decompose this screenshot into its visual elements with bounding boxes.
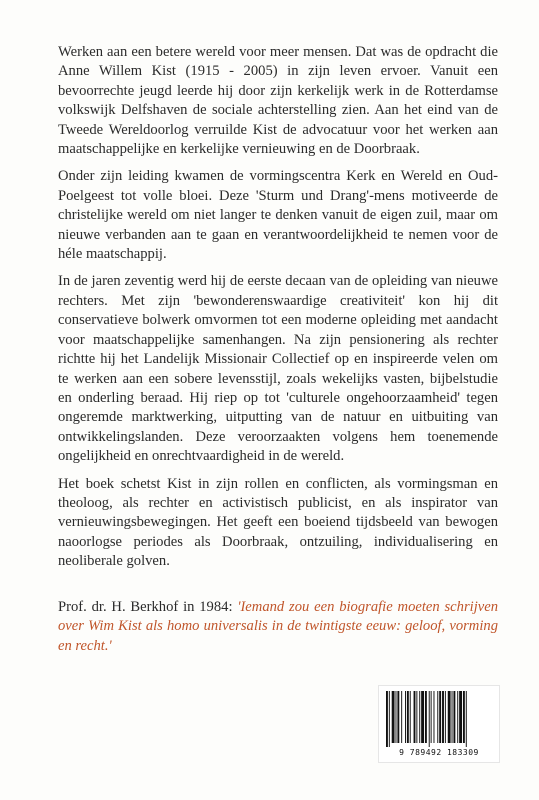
barcode-bar <box>392 691 395 743</box>
quote-text: 'Iemand zou een biografie moeten schrijven over Wim Kist als homo universalis in de twintigste eeuw: geloof, vorming en recht.' <box>58 599 498 654</box>
barcode-bar <box>453 691 455 743</box>
barcode-bar <box>389 691 390 747</box>
quote-attribution: Prof. dr. H. Berkhof in 1984: <box>58 599 238 615</box>
barcode-bar <box>445 691 446 743</box>
barcode-bar <box>437 691 438 743</box>
barcode-bar <box>429 691 430 747</box>
barcode-bar <box>457 691 458 743</box>
paragraph-3: In de jaren zeventig werd hij de eerste decaan van de opleiding van nieuwe rechters. Met zijn 'bewonderenswaardige creativiteit' kon hij dit conservatieve bolwerk omvormen tot een moderne opleiding met aandacht voor maatschappelijke samenhangen. Na zijn pensionering als rechter richtte hij het Landelijk Missionair Collectief op en inspireerde velen om te werken aan een sobere levensstijl, zoals wekelijks vasten, bijbelstudie en onderling beraad. Hij riep op tot 'culturele ongehoorzaamheid' tegen ongeremde marktwerking, uitputting van de natuur en uitbuiting van ontwikkelingslanden. Deze veroorzaakten volgens hem toenemende ongelijkheid en onrechtvaardigheid in de wereld. <box>58 273 498 465</box>
barcode-bar <box>431 691 432 743</box>
barcode-bar <box>425 691 427 743</box>
barcode-bar <box>410 691 411 743</box>
barcode-bar <box>466 691 467 747</box>
barcode-bars <box>385 691 493 747</box>
barcode-bar <box>396 691 397 743</box>
barcode-bar <box>401 691 402 743</box>
blurb-text <box>58 43 498 580</box>
barcode-bar <box>397 691 399 743</box>
barcode-bar <box>448 691 451 743</box>
barcode-bar <box>439 691 441 743</box>
barcode-bar <box>419 691 420 743</box>
barcode-bar <box>405 691 406 743</box>
paragraph-4: Het boek schetst Kist in zijn rollen en conflicten, als vormingsman en theoloog, als rechter en activistisch publicist, en als inspirator van vernieuwingsbewegingen. Het geeft een boeiend tijdsbeeld van bewogen naoorlogse periodes als Doorbraak, ontzuiling, individualisering en neoliberale golven. <box>58 475 498 570</box>
barcode-bar <box>459 691 462 743</box>
paragraph-1: Werken aan een betere wereld voor meer mensen. Dat was de opdracht die Anne Willem Kist (1915 - 2005) in zijn leven ervoer. Vanuit een bevoorrechte jeugd leerde hij door zijn kerkelijk werk in de Rotterdamse volkswijk Delfshaven de sociale achterstelling zien. Aan het eind van de Tweede Wereldoorlog verruilde Kist de advocatuur voor het werken aan maatschappelijke en kerkelijke vernieuwing en de Doorbraak. <box>58 44 498 158</box>
endorsement-quote <box>58 598 498 656</box>
barcode-bar <box>463 691 465 743</box>
isbn-barcode <box>378 685 500 763</box>
barcode-bar <box>416 691 417 743</box>
barcode-bar <box>407 691 409 743</box>
isbn-number: 9 789492 183309 <box>399 748 479 757</box>
barcode-bar <box>452 691 453 743</box>
paragraph-2: Onder zijn leiding kwamen de vormingscentra Kerk en Wereld en Oud-Poelgeest tot volle bloei. Deze 'Sturm und Drang'-mens motiveerde de christelijke wereld om niet langer te denken vanuit de eigen zuil, maar om nieuwe verbanden aan te gaan en verantwoordelijkheid te nemen voor de héle maatschappij. <box>58 168 498 263</box>
barcode-bar <box>434 691 435 743</box>
barcode-bar <box>442 691 444 743</box>
barcode-bar <box>421 691 424 743</box>
barcode-bar <box>414 691 416 743</box>
barcode-bar <box>386 691 388 747</box>
